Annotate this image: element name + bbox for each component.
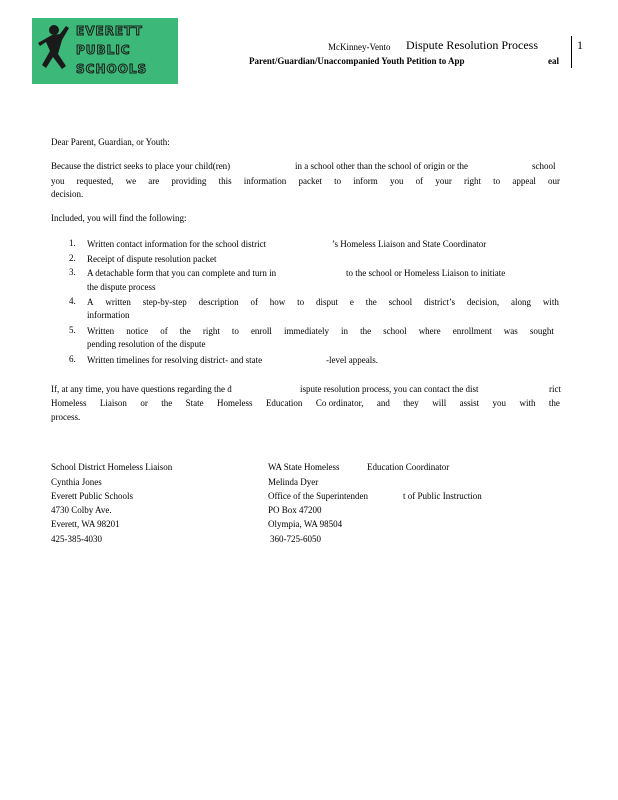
contact-name: Cynthia Jones [51, 477, 102, 487]
para1-line2: you requested, we are providing this information packet to inform you of your right to appeal our [51, 176, 560, 186]
contact-name: Melinda Dyer [268, 477, 319, 487]
contact-city: Everett, WA 98201 [51, 519, 120, 529]
list-item-text: ’s Homeless Liaison and State Coordinator [332, 239, 487, 249]
included-heading: Included, you will find the following: [51, 213, 187, 223]
contact-org: Office of the Superintenden [268, 491, 369, 501]
header-subtitle: Parent/Guardian/Unaccompanied Youth Petition to App [249, 56, 465, 66]
header-mckinney-vento: McKinney-Vento [328, 42, 391, 52]
logo-line-everett: EVERETT [76, 24, 143, 38]
contact-title: Education Coordinator [367, 462, 450, 472]
list-item-number: 6. [69, 354, 76, 364]
para1-line1b: in a school other than the school of origin or the [295, 161, 468, 171]
para1-line1c: school [532, 161, 556, 171]
contact-street: 4730 Colby Ave. [51, 505, 112, 515]
header-divider [571, 36, 572, 68]
para2-line1b: ispute resolution process, you can contact the dist [300, 384, 479, 394]
contact-title: WA State Homeless [268, 462, 340, 472]
greeting: Dear Parent, Guardian, or Youth: [51, 137, 170, 147]
list-item-text: Written timelines for resolving district- and state [87, 355, 263, 365]
header-subtitle-end: eal [548, 56, 559, 66]
logo-line-schools: SCHOOLS [76, 62, 148, 76]
page-number: 1 [577, 38, 583, 52]
list-item-number: 3. [69, 267, 76, 277]
list-item-text: to the school or Homeless Liaison to initiate [346, 268, 506, 278]
para2-line3: process. [51, 412, 81, 422]
logo-line-public: PUBLIC [76, 43, 131, 57]
list-item-text: pending resolution of the dispute [87, 339, 206, 349]
list-item-text: Written notice of the right to enroll immediately in the school where enrollment was sought [87, 326, 554, 336]
para1-line3: decision. [51, 189, 84, 199]
list-item-text: Receipt of dispute resolution packet [87, 254, 217, 264]
contact-org: Everett Public Schools [51, 491, 133, 501]
para2-line1c: rict [549, 384, 561, 394]
list-item-number: 1. [69, 238, 76, 248]
list-item-text: the dispute process [87, 282, 156, 292]
header-title: Dispute Resolution Process [406, 38, 538, 52]
list-item-number: 2. [69, 253, 76, 263]
para2-line1a: If, at any time, you have questions regarding the d [51, 384, 232, 394]
list-item-text: -level appeals. [326, 355, 378, 365]
list-item-text: A detachable form that you can complete and turn in [87, 268, 277, 278]
everett-public-schools-logo [32, 18, 178, 84]
contact-org: t of Public Instruction [403, 491, 482, 501]
contact-phone: 360-725-6050 [270, 534, 321, 544]
contact-street: PO Box 47200 [268, 505, 322, 515]
list-item-text: information [87, 310, 130, 320]
contact-city: Olympia, WA 98504 [268, 519, 343, 529]
list-item-number: 4. [69, 296, 76, 306]
para2-line2: Homeless Liaison or the State Homeless Education Co ordinator, and they will assist you with the [51, 398, 560, 408]
contact-title: School District Homeless Liaison [51, 462, 173, 472]
list-item-text: Written contact information for the school district [87, 239, 267, 249]
list-item-text: A written step-by-step description of how to disput e the school district’s decision, along with [87, 297, 559, 307]
contact-phone: 425-385-4030 [51, 534, 102, 544]
list-item-number: 5. [69, 325, 76, 335]
para1-line1a: Because the district seeks to place your child(ren) [51, 161, 231, 171]
